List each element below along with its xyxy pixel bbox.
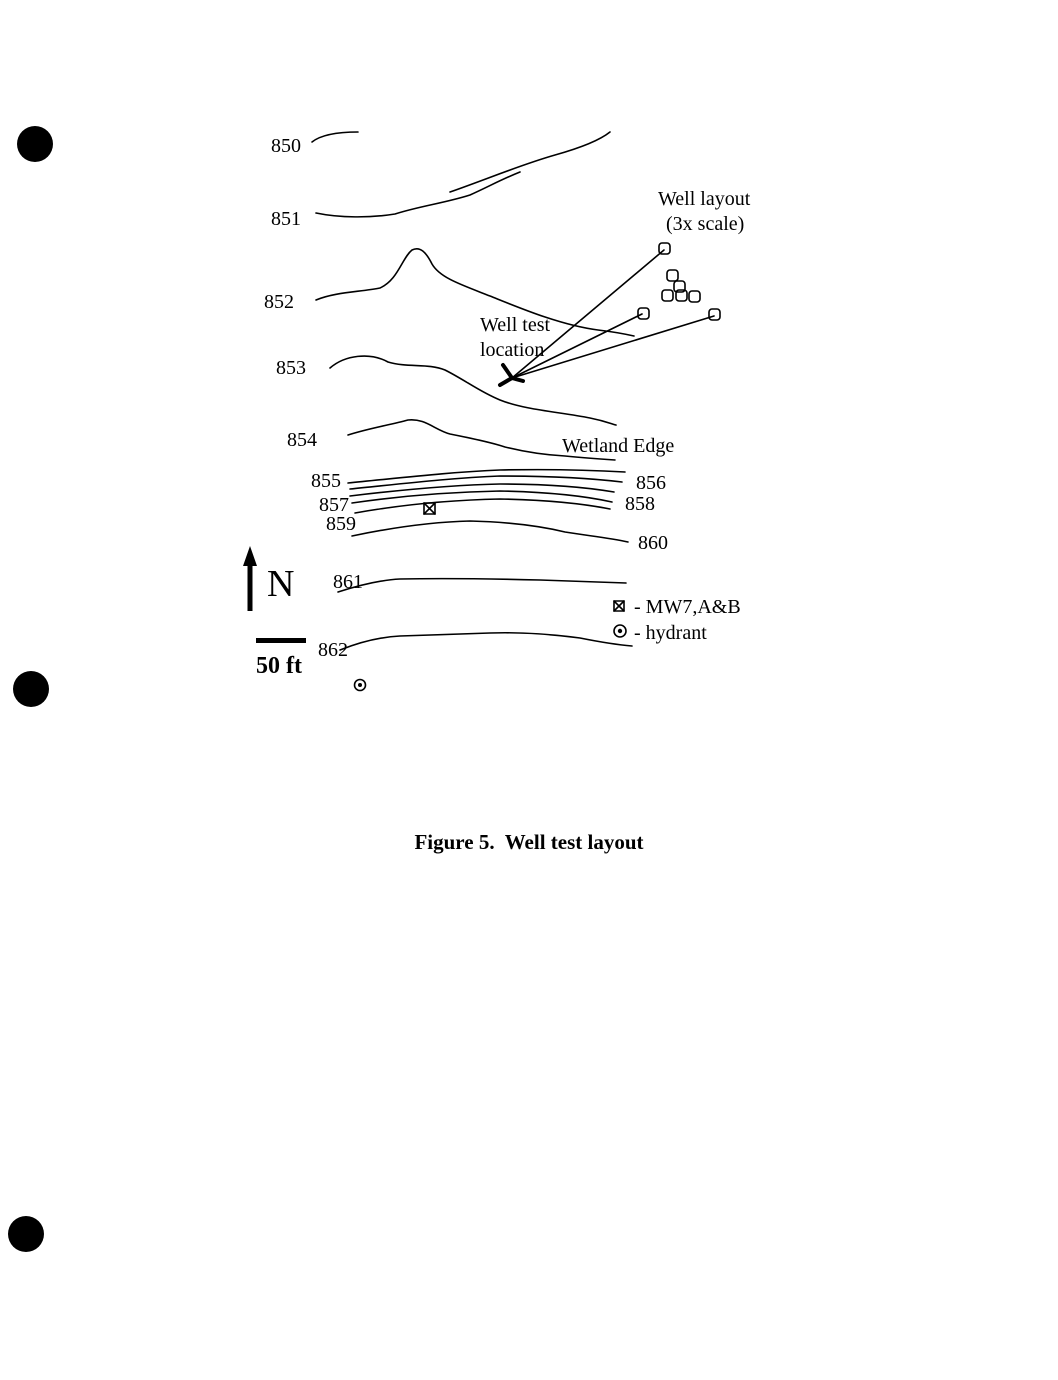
north-label: N [267, 563, 295, 605]
contour-label: 851 [271, 208, 301, 230]
contour-label: 853 [276, 357, 306, 379]
legend-mw7-label: - MW7,A&B [634, 596, 741, 618]
contour-line-852 [316, 249, 634, 336]
well-layout-scale-label: (3x scale) [666, 213, 745, 235]
well-layout-label: Well layout [658, 188, 751, 210]
well-marker [638, 308, 649, 319]
well-marker [662, 290, 673, 301]
well-marker [667, 270, 678, 281]
contour-label: 860 [638, 532, 668, 554]
figure-title: Well test layout [504, 830, 644, 854]
wetland-edge-label: Wetland Edge [562, 435, 675, 457]
contour-label: 854 [287, 429, 317, 451]
contour-line-860 [352, 521, 628, 542]
contour-line-851 [316, 172, 520, 217]
contour-line-853 [330, 356, 616, 425]
mw7-symbol [424, 503, 435, 514]
contour-label: 852 [264, 291, 294, 313]
figure-caption [0, 830, 1058, 855]
contour-label: 858 [625, 493, 655, 515]
contour-line-850 [312, 132, 358, 142]
contour-label: 859 [326, 513, 356, 535]
legend-hydrant-label: - hydrant [634, 622, 707, 644]
well-test-location-label: location [480, 339, 545, 361]
scale-bar [256, 638, 306, 643]
contour-label: 862 [318, 639, 348, 661]
figure-number: Figure 5. [414, 830, 495, 854]
well-marker [689, 291, 700, 302]
contour-line-857 [350, 484, 614, 496]
contour-line-850-east [450, 132, 610, 192]
contour-label: 861 [333, 571, 363, 593]
legend-hydrant-icon-dot [618, 629, 622, 633]
punch-hole-bottom [8, 1216, 44, 1252]
contour-label: 855 [311, 470, 341, 492]
well-marker [709, 309, 720, 320]
contour-line-859 [355, 499, 610, 513]
hydrant-symbol-dot [358, 683, 362, 687]
north-arrow-icon [243, 546, 257, 611]
contour-label: 857 [319, 494, 349, 516]
contour-label: 856 [636, 472, 666, 494]
contour-line-862 [340, 633, 632, 650]
well-test-label: Well test [480, 314, 551, 336]
contour-line-861 [338, 579, 626, 592]
legend-mw7-icon [614, 601, 624, 611]
contour-line-858 [352, 491, 612, 503]
scale-label: 50 ft [256, 653, 302, 679]
contour-label: 850 [271, 135, 301, 157]
